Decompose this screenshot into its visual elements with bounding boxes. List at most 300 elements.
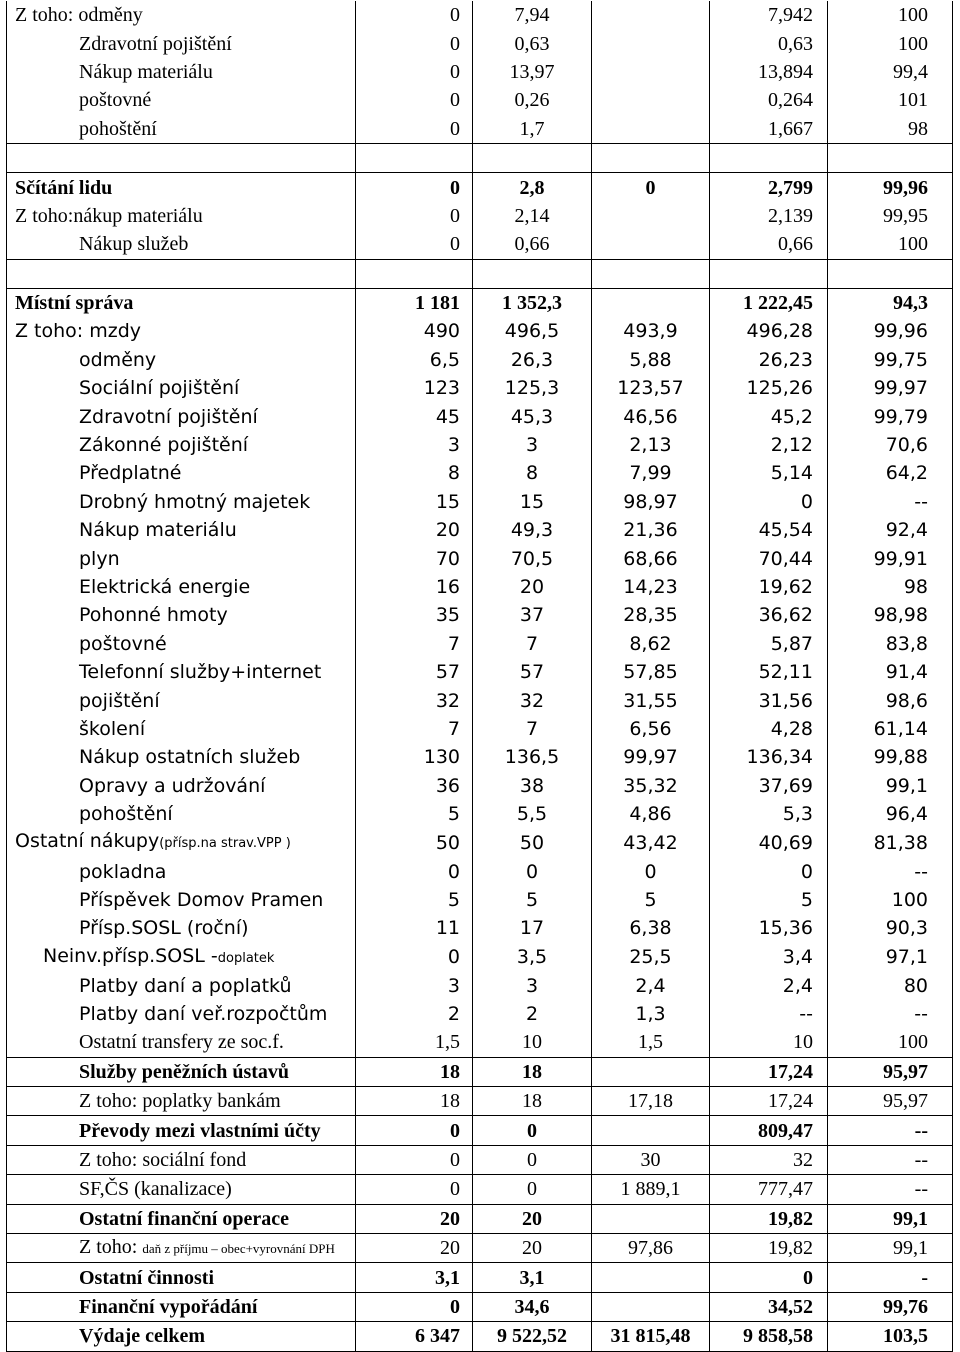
cell-col-1: 0 (356, 115, 473, 144)
cell-col-4: 5,3 (710, 800, 828, 828)
row-label (7, 972, 356, 1000)
table-row (7, 544, 953, 572)
cell-col-5: 97,1 (828, 943, 953, 972)
cell-col-1: 130 (356, 743, 473, 771)
cell-col-5: 101 (828, 86, 953, 114)
cell-col-5: -- (828, 1145, 953, 1174)
cell-col-4: 2,799 (710, 173, 828, 202)
row-label-text: Telefonní služby+internet (79, 661, 322, 684)
cell-col-3: 1 889,1 (592, 1175, 710, 1204)
cell-col-3: 5 (592, 886, 710, 914)
table-row (7, 573, 953, 601)
cell-col-5: 99,4 (828, 58, 953, 86)
row-label-text: Ostatní finanční operace (79, 1207, 289, 1230)
cell-col-3 (592, 1116, 710, 1145)
cell-col-2: 0,26 (473, 86, 592, 114)
table-row (7, 29, 953, 57)
cell-col-3: 5,88 (592, 346, 710, 374)
table-row (7, 115, 953, 144)
table-row (7, 202, 953, 230)
table-row (7, 374, 953, 402)
cell-col-1: 0 (356, 29, 473, 57)
cell-col-4: 36,62 (710, 601, 828, 629)
cell-col-5: -- (828, 857, 953, 885)
row-label-text: Výdaje celkem (79, 1325, 206, 1348)
row-label-text: Zákonné pojištění (79, 434, 249, 457)
row-label (7, 488, 356, 516)
cell-col-1: 20 (356, 516, 473, 544)
table-row (7, 1057, 953, 1086)
row-label (7, 459, 356, 487)
table-row (7, 1322, 953, 1351)
row-label (7, 1263, 356, 1292)
table-row (7, 1087, 953, 1116)
cell-col-5: -- (828, 1175, 953, 1204)
cell-col-1: 3,1 (356, 1263, 473, 1292)
cell-col-4: 2,4 (710, 972, 828, 1000)
row-label-text: pojištění (79, 689, 160, 712)
cell-col-4: 52,11 (710, 658, 828, 686)
cell-col-1: 0 (356, 173, 473, 202)
cell-col-4: 0 (710, 857, 828, 885)
cell-col-5: 99,95 (828, 202, 953, 230)
cell-col-5: 103,5 (828, 1322, 953, 1351)
row-label (7, 1175, 356, 1204)
cell-col-2: 0,63 (473, 29, 592, 57)
cell-col-4: 40,69 (710, 828, 828, 857)
cell-col-3: 123,57 (592, 374, 710, 402)
cell-col-1: 3 (356, 431, 473, 459)
table-row (7, 1234, 953, 1263)
cell-col-5: 99,1 (828, 1204, 953, 1233)
table-row (7, 230, 953, 259)
cell-col-1: 20 (356, 1234, 473, 1263)
cell-col-3: 30 (592, 1145, 710, 1174)
cell-col-4: 37,69 (710, 772, 828, 800)
row-label (7, 658, 356, 686)
row-label (7, 1145, 356, 1174)
row-label-text: Z toho: odměny (15, 4, 143, 27)
cell-col-2: 18 (473, 1057, 592, 1086)
cell-col-4: 45,54 (710, 516, 828, 544)
cell-col-5: -- (828, 1000, 953, 1028)
cell-col-5: 100 (828, 1028, 953, 1057)
row-label (7, 715, 356, 743)
cell-col-4: 5 (710, 886, 828, 914)
row-label-note: doplatek (217, 950, 275, 966)
cell-col-5 (828, 143, 953, 172)
row-label (7, 943, 356, 972)
cell-col-4: 19,82 (710, 1204, 828, 1233)
row-label-text: Platby daní a poplatků (79, 974, 292, 997)
cell-col-1: 57 (356, 658, 473, 686)
cell-col-2: 45,3 (473, 402, 592, 430)
cell-col-2: 15 (473, 488, 592, 516)
row-label-text: Předplatné (79, 462, 182, 485)
cell-col-1: 32 (356, 686, 473, 714)
cell-col-4: 34,52 (710, 1292, 828, 1321)
cell-col-4: 0 (710, 488, 828, 516)
row-label-text: odměny (79, 348, 157, 371)
row-label (7, 202, 356, 230)
cell-col-5: 98 (828, 115, 953, 144)
cell-col-2: 50 (473, 828, 592, 857)
cell-col-1: 1,5 (356, 1028, 473, 1057)
cell-col-3 (592, 115, 710, 144)
cell-col-4: 777,47 (710, 1175, 828, 1204)
row-label-text: Neinv.přísp.SOSL - (43, 944, 218, 967)
cell-col-2: 3,5 (473, 943, 592, 972)
cell-col-1: 70 (356, 544, 473, 572)
row-label-text: Finanční vypořádání (79, 1295, 258, 1318)
row-label-text: Ostatní nákupy (15, 830, 160, 853)
cell-col-1: 0 (356, 202, 473, 230)
cell-col-2: 2,8 (473, 173, 592, 202)
row-label (7, 828, 356, 857)
cell-col-3: 57,85 (592, 658, 710, 686)
cell-col-1 (356, 259, 473, 288)
cell-col-2: 2,14 (473, 202, 592, 230)
row-label (7, 1292, 356, 1321)
cell-col-2: 3 (473, 431, 592, 459)
cell-col-5: 94,3 (828, 288, 953, 317)
cell-col-2: 125,3 (473, 374, 592, 402)
cell-col-3: 493,9 (592, 317, 710, 345)
cell-col-3 (592, 143, 710, 172)
cell-col-3 (592, 230, 710, 259)
cell-col-3: 1,3 (592, 1000, 710, 1028)
budget-table (6, 1, 953, 1352)
row-label-text: Služby peněžních ústavů (79, 1060, 290, 1083)
cell-col-3 (592, 1263, 710, 1292)
row-label (7, 1000, 356, 1028)
row-label (7, 914, 356, 942)
cell-col-2: 5,5 (473, 800, 592, 828)
cell-col-1: 18 (356, 1057, 473, 1086)
cell-col-5 (828, 259, 953, 288)
cell-col-2: 496,5 (473, 317, 592, 345)
blank-row (7, 259, 953, 288)
cell-col-2: 1,7 (473, 115, 592, 144)
cell-col-3: 31 815,48 (592, 1322, 710, 1351)
cell-col-5: 99,1 (828, 772, 953, 800)
cell-col-5: 80 (828, 972, 953, 1000)
cell-col-3: 6,38 (592, 914, 710, 942)
table-row (7, 1, 953, 29)
cell-col-3: 1,5 (592, 1028, 710, 1057)
row-label-text: Elektrická energie (79, 576, 251, 598)
cell-col-3: 98,97 (592, 488, 710, 516)
cell-col-5: -- (828, 488, 953, 516)
table-row (7, 1145, 953, 1174)
cell-col-2: 0 (473, 1175, 592, 1204)
cell-col-2: 0 (473, 857, 592, 885)
row-label-text: Přísp.SOSL (roční) (79, 917, 249, 940)
table-row (7, 1204, 953, 1233)
cell-col-4: 45,2 (710, 402, 828, 430)
row-label-text: pokladna (79, 860, 167, 883)
cell-col-3 (592, 202, 710, 230)
row-label (7, 1, 356, 29)
row-label-text: Z toho: (79, 1236, 143, 1259)
row-label (7, 143, 356, 172)
cell-col-4: 4,28 (710, 715, 828, 743)
cell-col-2: 18 (473, 1087, 592, 1116)
row-label-text: Pohonné hmoty (79, 604, 228, 627)
budget-table-body (7, 1, 953, 1351)
cell-col-3: 2,4 (592, 972, 710, 1000)
cell-col-1: 8 (356, 459, 473, 487)
cell-col-5: 98 (828, 573, 953, 601)
cell-col-5: 61,14 (828, 715, 953, 743)
cell-col-2: 9 522,52 (473, 1322, 592, 1351)
cell-col-2: 70,5 (473, 544, 592, 572)
cell-col-1: 490 (356, 317, 473, 345)
row-label (7, 1116, 356, 1145)
cell-col-3: 6,56 (592, 715, 710, 743)
cell-col-5: 99,91 (828, 544, 953, 572)
cell-col-1: 6,5 (356, 346, 473, 374)
row-label-text: Opravy a udržování (79, 774, 266, 797)
cell-col-1: 0 (356, 58, 473, 86)
cell-col-4: 2,139 (710, 202, 828, 230)
cell-col-1: 3 (356, 972, 473, 1000)
cell-col-3 (592, 1057, 710, 1086)
cell-col-2: 26,3 (473, 346, 592, 374)
row-label (7, 1322, 356, 1351)
row-label-text: Nákup ostatních služeb (79, 746, 301, 769)
cell-col-4: 5,14 (710, 459, 828, 487)
cell-col-1: 2 (356, 1000, 473, 1028)
cell-col-5: 99,76 (828, 1292, 953, 1321)
cell-col-4 (710, 143, 828, 172)
cell-col-2: 37 (473, 601, 592, 629)
cell-col-2: 57 (473, 658, 592, 686)
cell-col-2: 8 (473, 459, 592, 487)
row-label-text: Z toho: mzdy (15, 320, 142, 343)
cell-col-2: 20 (473, 1234, 592, 1263)
row-label-text: Z toho: sociální fond (79, 1149, 247, 1172)
cell-col-5: 70,6 (828, 431, 953, 459)
row-label (7, 573, 356, 601)
row-label-text: Zdravotní pojištění (79, 32, 232, 55)
cell-col-4: 3,4 (710, 943, 828, 972)
table-row (7, 431, 953, 459)
cell-col-3: 68,66 (592, 544, 710, 572)
row-label (7, 317, 356, 345)
row-label (7, 402, 356, 430)
row-label (7, 288, 356, 317)
cell-col-2 (473, 143, 592, 172)
cell-col-5: 100 (828, 1, 953, 29)
row-label (7, 1057, 356, 1086)
cell-col-3: 31,55 (592, 686, 710, 714)
row-label-text: Místní správa (15, 292, 134, 315)
cell-col-2: 20 (473, 1204, 592, 1233)
cell-col-5: 99,1 (828, 1234, 953, 1263)
cell-col-4: 19,62 (710, 573, 828, 601)
cell-col-2: 10 (473, 1028, 592, 1057)
row-label-text: Nákup služeb (79, 233, 189, 256)
table-row (7, 743, 953, 771)
cell-col-5: 95,97 (828, 1057, 953, 1086)
cell-col-4: -- (710, 1000, 828, 1028)
row-label-text: poštovné (79, 632, 167, 655)
cell-col-3: 0 (592, 173, 710, 202)
cell-col-1: 6 347 (356, 1322, 473, 1351)
cell-col-2: 7,94 (473, 1, 592, 29)
table-row (7, 715, 953, 743)
cell-col-2: 7 (473, 715, 592, 743)
cell-col-3: 46,56 (592, 402, 710, 430)
cell-col-5: 96,4 (828, 800, 953, 828)
cell-col-1: 15 (356, 488, 473, 516)
cell-col-3 (592, 58, 710, 86)
cell-col-5: 91,4 (828, 658, 953, 686)
cell-col-3: 97,86 (592, 1234, 710, 1263)
cell-col-3: 0 (592, 857, 710, 885)
cell-col-3: 43,42 (592, 828, 710, 857)
cell-col-5: 98,98 (828, 601, 953, 629)
row-label (7, 601, 356, 629)
cell-col-3: 8,62 (592, 630, 710, 658)
cell-col-1: 0 (356, 1116, 473, 1145)
row-label (7, 173, 356, 202)
cell-col-1: 0 (356, 1292, 473, 1321)
table-row (7, 1116, 953, 1145)
cell-col-4: 0,66 (710, 230, 828, 259)
cell-col-4: 0,264 (710, 86, 828, 114)
cell-col-1: 0 (356, 857, 473, 885)
row-label-text: pohoštění (79, 803, 173, 826)
cell-col-4: 0 (710, 1263, 828, 1292)
table-row (7, 630, 953, 658)
cell-col-3: 35,32 (592, 772, 710, 800)
row-label-text: pohoštění (79, 117, 157, 140)
cell-col-4: 9 858,58 (710, 1322, 828, 1351)
cell-col-1: 5 (356, 800, 473, 828)
table-row (7, 601, 953, 629)
cell-col-3: 4,86 (592, 800, 710, 828)
cell-col-1: 11 (356, 914, 473, 942)
table-row (7, 857, 953, 885)
cell-col-3 (592, 1292, 710, 1321)
cell-col-4: 26,23 (710, 346, 828, 374)
cell-col-4: 136,34 (710, 743, 828, 771)
cell-col-5: -- (828, 1116, 953, 1145)
table-row (7, 914, 953, 942)
row-label (7, 1204, 356, 1233)
cell-col-2: 0 (473, 1145, 592, 1174)
cell-col-5: 95,97 (828, 1087, 953, 1116)
table-row (7, 772, 953, 800)
table-row (7, 972, 953, 1000)
table-row (7, 1000, 953, 1028)
row-label (7, 544, 356, 572)
row-label-text: poštovné (79, 89, 152, 112)
cell-col-2: 32 (473, 686, 592, 714)
row-label (7, 857, 356, 885)
cell-col-1: 0 (356, 1175, 473, 1204)
cell-col-3: 25,5 (592, 943, 710, 972)
cell-col-2: 2 (473, 1000, 592, 1028)
cell-col-1: 1 181 (356, 288, 473, 317)
table-row (7, 516, 953, 544)
cell-col-4 (710, 259, 828, 288)
row-label (7, 346, 356, 374)
table-row (7, 1175, 953, 1204)
cell-col-3: 21,36 (592, 516, 710, 544)
cell-col-5: 90,3 (828, 914, 953, 942)
cell-col-3: 14,23 (592, 573, 710, 601)
cell-col-1 (356, 143, 473, 172)
cell-col-2 (473, 259, 592, 288)
cell-col-3: 2,13 (592, 431, 710, 459)
row-label (7, 516, 356, 544)
cell-col-3: 99,97 (592, 743, 710, 771)
row-label-text: plyn (79, 547, 120, 570)
cell-col-4: 31,56 (710, 686, 828, 714)
row-label (7, 230, 356, 259)
cell-col-1: 0 (356, 1145, 473, 1174)
row-label (7, 743, 356, 771)
cell-col-4: 13,894 (710, 58, 828, 86)
cell-col-2: 3 (473, 972, 592, 1000)
cell-col-3 (592, 259, 710, 288)
cell-col-2: 7 (473, 630, 592, 658)
row-label (7, 1234, 356, 1263)
row-label-text: Sčítání lidu (15, 176, 113, 199)
cell-col-4: 15,36 (710, 914, 828, 942)
cell-col-1: 18 (356, 1087, 473, 1116)
cell-col-5: - (828, 1263, 953, 1292)
table-row (7, 488, 953, 516)
cell-col-3 (592, 1, 710, 29)
cell-col-2: 49,3 (473, 516, 592, 544)
row-label-text: Ostatní činnosti (79, 1266, 215, 1289)
cell-col-1: 7 (356, 630, 473, 658)
row-label (7, 1087, 356, 1116)
row-label-text: školení (79, 717, 146, 740)
row-label (7, 115, 356, 144)
row-label-text: Zdravotní pojištění (79, 405, 258, 428)
cell-col-3: 17,18 (592, 1087, 710, 1116)
table-row (7, 402, 953, 430)
cell-col-3 (592, 86, 710, 114)
row-label-note: (přísp.na strav.VPP ) (159, 836, 291, 852)
row-label-text: Sociální pojištění (79, 377, 240, 400)
cell-col-4: 1,667 (710, 115, 828, 144)
row-label (7, 886, 356, 914)
cell-col-4: 17,24 (710, 1087, 828, 1116)
table-row (7, 58, 953, 86)
cell-col-1: 5 (356, 886, 473, 914)
row-label-text: Z toho: poplatky bankám (79, 1090, 281, 1113)
cell-col-2: 0,66 (473, 230, 592, 259)
cell-col-1: 16 (356, 573, 473, 601)
cell-col-3: 7,99 (592, 459, 710, 487)
row-label (7, 58, 356, 86)
row-label-text: Převody mezi vlastními účty (79, 1119, 321, 1142)
row-label (7, 686, 356, 714)
table-row (7, 1292, 953, 1321)
cell-col-2: 5 (473, 886, 592, 914)
cell-col-1: 0 (356, 230, 473, 259)
cell-col-3 (592, 1204, 710, 1233)
table-row (7, 886, 953, 914)
cell-col-3: 28,35 (592, 601, 710, 629)
row-label (7, 772, 356, 800)
